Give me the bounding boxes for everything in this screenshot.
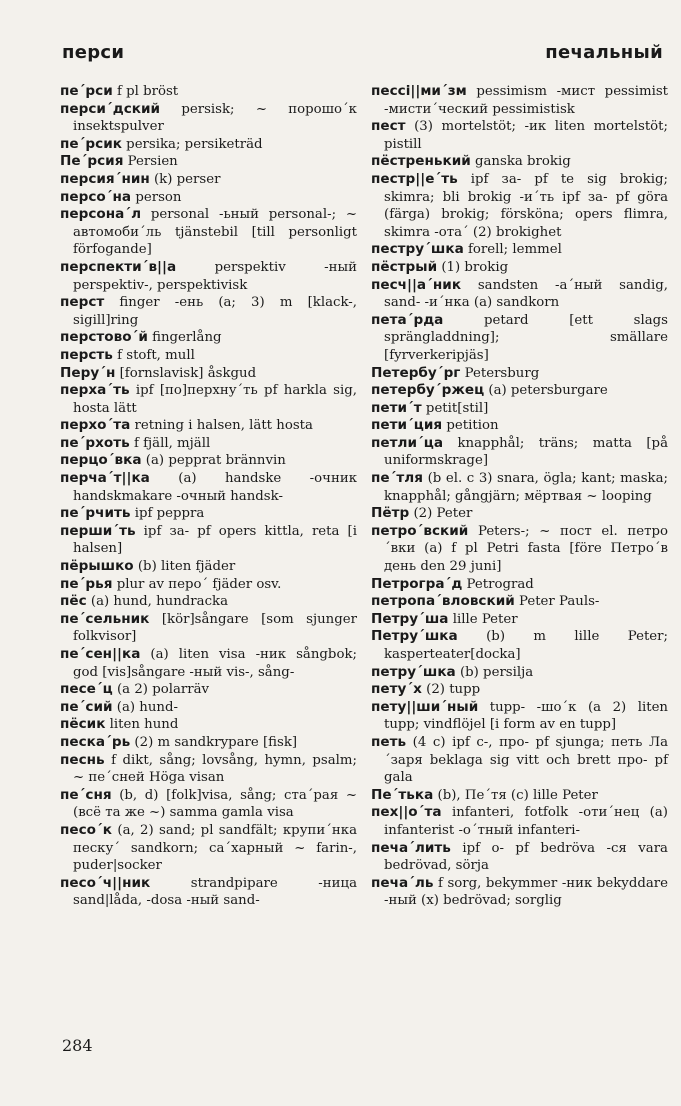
entry-definition: (b) liten fjäder — [133, 559, 236, 575]
dictionary-entry — [60, 699, 357, 717]
entry-definition: f sorg, bekymmer -ник bekyddare -ный (x) bedrövad; sorglig — [384, 875, 668, 909]
dictionary-entry — [371, 171, 668, 241]
entry-definition: strandpipare -ница sand|låda, -dosa -ный sand- — [73, 875, 357, 909]
dictionary-entry — [60, 382, 357, 417]
dictionary-entry — [60, 734, 357, 752]
entry-definition: perspektiv -ный perspektiv-, perspektivisk — [73, 259, 357, 293]
entry-headword: пети´ция — [371, 417, 443, 434]
entry-headword: Пётр — [371, 505, 410, 522]
entry-definition: Peter Pauls- — [514, 594, 600, 610]
entry-headword: Петру´шка — [371, 628, 458, 645]
entry-definition: (b el. c 3) snara, ögla; kant; maska; knapphål; gångjärn; мёртвая ~ looping — [384, 471, 668, 504]
entry-headword: пе´тля — [371, 470, 423, 487]
dictionary-entry — [60, 558, 357, 576]
dictionary-entry — [371, 365, 668, 383]
entry-definition: (a, 2) sand; pl sandfält; крупи´нка песку´ sandkorn; са´харный ~ farin-, puder|socker — [73, 822, 357, 874]
entry-headword: Пе´тька — [371, 786, 434, 803]
entry-definition: ipf за- pf te sig brokig; skimra; bli brokig -и´ть ipf за- pf göra (färga) brokig; försköna; opers flimra, skimra -ота´ (2) brokighet — [384, 171, 668, 240]
dictionary-entry — [371, 840, 668, 875]
entry-definition: petition — [442, 418, 499, 434]
entry-headword: перха´ть — [60, 382, 130, 399]
entry-definition: (b) persilja — [455, 664, 534, 680]
dictionary-entry — [60, 523, 357, 558]
entry-headword: песо´к — [60, 821, 113, 838]
entry-definition: ipf о- pf bedröva -ся vara bedrövad, sörja — [384, 840, 668, 874]
entry-headword: перча´т||ка — [60, 470, 150, 487]
left-column — [60, 83, 357, 910]
entry-headword: персть — [60, 346, 113, 363]
entry-headword: пёстренький — [371, 153, 471, 170]
dictionary-entry — [60, 576, 357, 594]
entry-definition: (2) m sandkrypare [fisk] — [130, 734, 298, 750]
entry-headword: перси´дский — [60, 100, 161, 117]
entry-definition: f dikt, sång; lovsång, hymn, psalm; ~ пе´сней Höga visan — [73, 752, 357, 786]
entry-definition: persisk; ~ порошо´к insektspulver — [73, 101, 357, 135]
entry-headword: Петрогра´д — [371, 575, 463, 592]
dictionary-entry — [60, 452, 357, 470]
dictionary-entry — [60, 206, 357, 259]
entry-definition: lille Peter — [448, 611, 518, 627]
entry-definition: (a) hund, hundracka — [86, 594, 229, 610]
entry-definition: infanteri, fotfolk -оти´нец (a) infanterist -о´тный infanteri- — [384, 805, 668, 838]
entry-definition: finger -ень (a; 3) m [klack-, sigill]ring — [73, 295, 357, 328]
entry-headword: песка´рь — [60, 733, 131, 750]
entry-headword: петру´шка — [371, 663, 456, 680]
entry-headword: пе´рсик — [60, 135, 122, 152]
dictionary-entry — [371, 153, 668, 171]
entry-definition: Peters-; ~ пост el. петро´вки (a) f pl Petri fasta [före Петро´в день den 29 juni] — [384, 523, 668, 575]
entry-headword: пе´рси — [60, 83, 113, 99]
entry-definition: f pl bröst — [112, 84, 179, 99]
entry-definition: (1) brokig — [437, 259, 509, 275]
entry-headword: пети´т — [371, 399, 422, 416]
header-right-guideword: печальный — [545, 42, 663, 63]
entry-definition: (a) pepprat brännvin — [141, 453, 286, 469]
entry-headword: пету||ши´ный — [371, 698, 479, 715]
page-number: 284 — [62, 1036, 93, 1055]
dictionary-entry — [371, 470, 668, 505]
entry-definition: (b), Пе´тя (c) lille Peter — [433, 787, 598, 803]
entry-headword: печа´ль — [371, 874, 434, 891]
entry-definition: forell; lemmel — [463, 242, 562, 258]
entry-headword: пе´рхоть — [60, 434, 130, 451]
entry-definition: ganska brokig — [470, 154, 571, 170]
dictionary-entry — [60, 822, 357, 875]
entry-headword: перцо´вка — [60, 452, 142, 469]
dictionary-entry — [60, 470, 357, 505]
dictionary-entry — [371, 681, 668, 699]
dictionary-entry — [371, 400, 668, 418]
entry-definition: petard [ett slags sprängladdning]; smällare [fyrverkeripjäs] — [384, 312, 668, 363]
dictionary-entry — [371, 875, 668, 910]
entry-definition: retning i halsen, lätt hosta — [130, 418, 313, 434]
entry-definition: (2) Peter — [409, 506, 473, 522]
entry-definition: personal -ьный personal-; ~ автомоби´ль tjänstebil [till personligt förfogande] — [73, 207, 357, 258]
entry-definition: ipf peppra — [130, 506, 205, 522]
dictionary-entry — [60, 593, 357, 611]
entry-definition: fingerlång — [147, 330, 222, 346]
entry-definition: [fornslavisk] åskgud — [115, 365, 257, 381]
running-header — [62, 42, 663, 72]
dictionary-entry — [60, 136, 357, 154]
entry-headword: пе´сельник — [60, 610, 150, 627]
entry-definition: liten hund — [105, 717, 179, 733]
dictionary-entry — [371, 382, 668, 400]
entry-definition: knapphål; träns; matta [på uniformskrage] — [384, 435, 668, 469]
entry-headword: песнь — [60, 751, 105, 768]
entry-headword: пе´сня — [60, 786, 112, 803]
entry-definition: (4 c) ipf с-, про- pf sjunga; петь Ла´заря beklaga sig vitt och brett про- pf gala — [384, 734, 668, 786]
dictionary-entry — [60, 83, 357, 101]
entry-headword: петли´ца — [371, 434, 444, 451]
dictionary-entry — [60, 646, 357, 681]
entry-definition: plur av перо´ fjäder osv. — [112, 576, 282, 592]
entry-headword: пёстрый — [371, 258, 438, 275]
dictionary-entry — [60, 611, 357, 646]
dictionary-entry — [371, 664, 668, 682]
entry-definition: [kör]sångare [som sjunger folkvisor] — [73, 611, 357, 645]
dictionary-entry — [60, 716, 357, 734]
entry-headword: пе´рчить — [60, 505, 131, 522]
dictionary-entry — [60, 417, 357, 435]
entry-headword: персо´на — [60, 188, 132, 205]
entry-definition: (a) handske -очник handskmakare -очный handsk- — [73, 471, 357, 504]
entry-definition: persika; persiketräd — [121, 136, 263, 152]
dictionary-entry — [60, 505, 357, 523]
dictionary-entry — [60, 365, 357, 383]
entry-headword: пёрышко — [60, 558, 134, 575]
dictionary-entry — [60, 153, 357, 171]
entry-definition: (a 2) polarräv — [112, 682, 210, 698]
entry-headword: пёс — [60, 593, 87, 610]
entry-headword: петропа´вловский — [371, 593, 515, 610]
dictionary-entry — [60, 329, 357, 347]
entry-definition: (b) m lille Peter; kasperteater[docka] — [384, 629, 668, 662]
entry-headword: песе´ц — [60, 681, 113, 698]
dictionary-entry — [60, 752, 357, 787]
entry-headword: петро´вский — [371, 522, 469, 539]
dictionary-entry — [371, 435, 668, 470]
dictionary-entry — [371, 505, 668, 523]
entry-headword: перхо´та — [60, 417, 131, 434]
entry-definition: f fjäll, mjäll — [129, 435, 211, 451]
entry-definition: Petersburg — [460, 365, 540, 381]
entry-headword: печа´лить — [371, 839, 451, 856]
entry-headword: перст — [60, 294, 105, 311]
entry-definition: (2) tupp — [421, 682, 481, 698]
entry-headword: перстово´й — [60, 329, 148, 346]
entry-headword: пех||о´та — [371, 804, 442, 821]
entry-definition: ipf [по]перхну´ть pf harkla sig, hosta lätt — [73, 383, 357, 416]
entry-headword: пессі||ми´зм — [371, 83, 467, 99]
dictionary-entry — [371, 611, 668, 629]
entry-definition: Petrograd — [462, 576, 534, 592]
entry-headword: персона´л — [60, 206, 142, 223]
entry-headword: петь — [371, 733, 407, 750]
entry-headword: пета´рда — [371, 311, 444, 328]
dictionary-entry — [60, 171, 357, 189]
header-left-guideword: перси — [62, 42, 125, 63]
entry-headword: пёсик — [60, 716, 106, 733]
entry-definition: (a) hund- — [112, 699, 178, 715]
dictionary-entry — [60, 347, 357, 365]
entry-definition: f stoft, mull — [112, 347, 195, 363]
entry-definition: sandsten -а´ный sandig, sand- -и´нка (a) sandkorn — [384, 277, 668, 311]
dictionary-entry — [371, 523, 668, 576]
dictionary-entry — [371, 734, 668, 787]
entry-headword: пестру´шка — [371, 241, 464, 258]
dictionary-entry — [371, 576, 668, 594]
entry-definition: ipf за- pf opers kittla, reta [i halsen] — [73, 523, 357, 557]
dictionary-entry — [371, 241, 668, 259]
entry-definition: person — [131, 189, 182, 205]
entry-headword: Петру´ша — [371, 610, 449, 627]
dictionary-entry — [60, 875, 357, 910]
entry-definition: (3) mortelstöt; -ик liten mortelstöt; pistill — [384, 119, 668, 152]
entry-headword: пету´х — [371, 681, 422, 698]
dictionary-entry — [60, 259, 357, 294]
dictionary-entry — [371, 787, 668, 805]
entry-headword: пе´сен||ка — [60, 646, 141, 662]
dictionary-entry — [371, 804, 668, 839]
entry-headword: перши´ть — [60, 522, 136, 539]
entry-definition: pessimism -мист pessimist -мисти´ческий pessimistisk — [384, 84, 668, 117]
dictionary-entry — [60, 681, 357, 699]
entry-headword: пе´рья — [60, 575, 113, 592]
dictionary-entry — [371, 277, 668, 312]
entry-headword: перспекти´в||а — [60, 258, 177, 275]
entry-definition: (b, d) [folk]visa, sång; ста´рая ~ (всё та же ~) samma gamla visa — [73, 787, 357, 821]
entry-headword: песо´ч||ник — [60, 874, 151, 891]
dictionary-entry — [60, 435, 357, 453]
entry-definition: Persien — [123, 154, 178, 170]
dictionary-entry — [371, 118, 668, 153]
dictionary-columns — [60, 83, 669, 910]
dictionary-entry — [371, 593, 668, 611]
entry-headword: Петербу´рг — [371, 364, 461, 381]
dictionary-entry — [60, 787, 357, 822]
entry-definition: (a) petersburgare — [484, 383, 608, 399]
dictionary-entry — [60, 189, 357, 207]
entry-headword: петербу´ржец — [371, 382, 485, 399]
entry-definition: (a) liten visa -ник sångbok; god [vis]sångare -ный vis-, sång- — [73, 647, 357, 680]
entry-definition: tupp- -шо´к (a 2) liten tupp; vindflöjel [i form av en tupp] — [384, 699, 668, 733]
dictionary-entry — [371, 83, 668, 118]
dictionary-entry — [60, 294, 357, 329]
dictionary-entry — [60, 101, 357, 136]
dictionary-entry — [371, 417, 668, 435]
dictionary-entry — [371, 312, 668, 365]
right-column — [371, 83, 668, 910]
dictionary-entry — [371, 259, 668, 277]
entry-headword: Перу´н — [60, 364, 116, 381]
entry-headword: Пе´рсия — [60, 153, 124, 170]
entry-headword: персия´нин — [60, 170, 150, 187]
entry-headword: пестр||е´ть — [371, 170, 458, 187]
entry-definition: (k) perser — [149, 171, 221, 187]
dictionary-entry — [371, 628, 668, 663]
entry-headword: песч||а´ник — [371, 276, 462, 293]
entry-headword: пе´сий — [60, 698, 113, 715]
dictionary-entry — [371, 699, 668, 734]
entry-definition: petit[stil] — [421, 400, 489, 416]
entry-headword: пест — [371, 118, 406, 135]
